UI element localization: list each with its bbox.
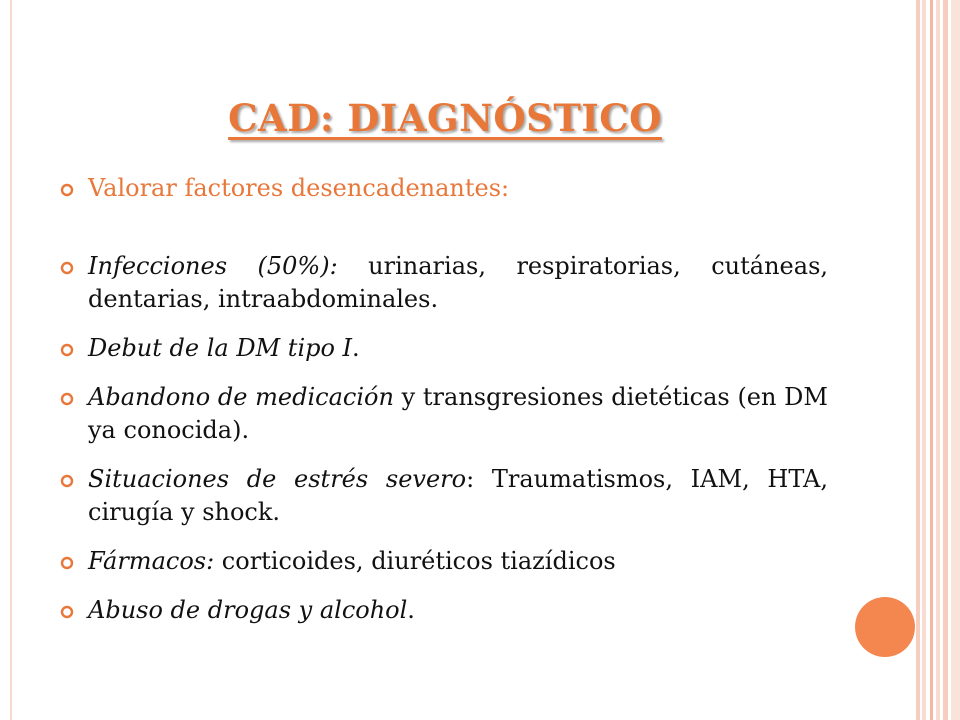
item-text: : Traumatismos, IAM, HTA, cirugía y shock. [88, 465, 828, 526]
item-text: y transgresiones dietéticas (en DM ya conocida). [88, 383, 828, 444]
item-lead: Fármacos: [88, 547, 215, 575]
ring-bullet-icon [60, 183, 74, 197]
slide-title: CAD: DIAGNÓSTICO [228, 96, 662, 140]
ring-bullet-icon [60, 474, 74, 488]
list-item [60, 332, 828, 365]
list-item-intro [60, 172, 828, 205]
ring-bullet-icon [60, 605, 74, 619]
ring-bullet-icon [60, 392, 74, 406]
item-text: corticoides, diuréticos tiazídicos [214, 547, 616, 575]
item-text: . [352, 334, 360, 362]
ring-bullet-icon [60, 556, 74, 570]
list-item [60, 381, 828, 447]
item-lead: Infecciones (50%): [88, 252, 338, 280]
right-decorative-stripes [916, 0, 960, 720]
item-text: urinarias, respiratorias, cutáneas, dentarias, intraabdominales. [88, 252, 829, 313]
bullet-list [60, 172, 828, 643]
decorative-circle [855, 597, 915, 657]
item-lead: Abandono de medicación [88, 383, 394, 411]
list-item [60, 463, 828, 529]
ring-bullet-icon [60, 261, 74, 275]
item-lead: Abuso de drogas y alcohol [88, 596, 408, 624]
item-lead: Situaciones de estrés severo [88, 465, 467, 493]
ring-bullet-icon [60, 343, 74, 357]
item-lead: Debut de la DM tipo I [88, 334, 353, 362]
list-item [60, 545, 828, 578]
item-text: . [407, 596, 415, 624]
intro-text: Valorar factores desencadenantes: [88, 174, 510, 202]
list-item [60, 594, 828, 627]
list-item [60, 250, 828, 316]
